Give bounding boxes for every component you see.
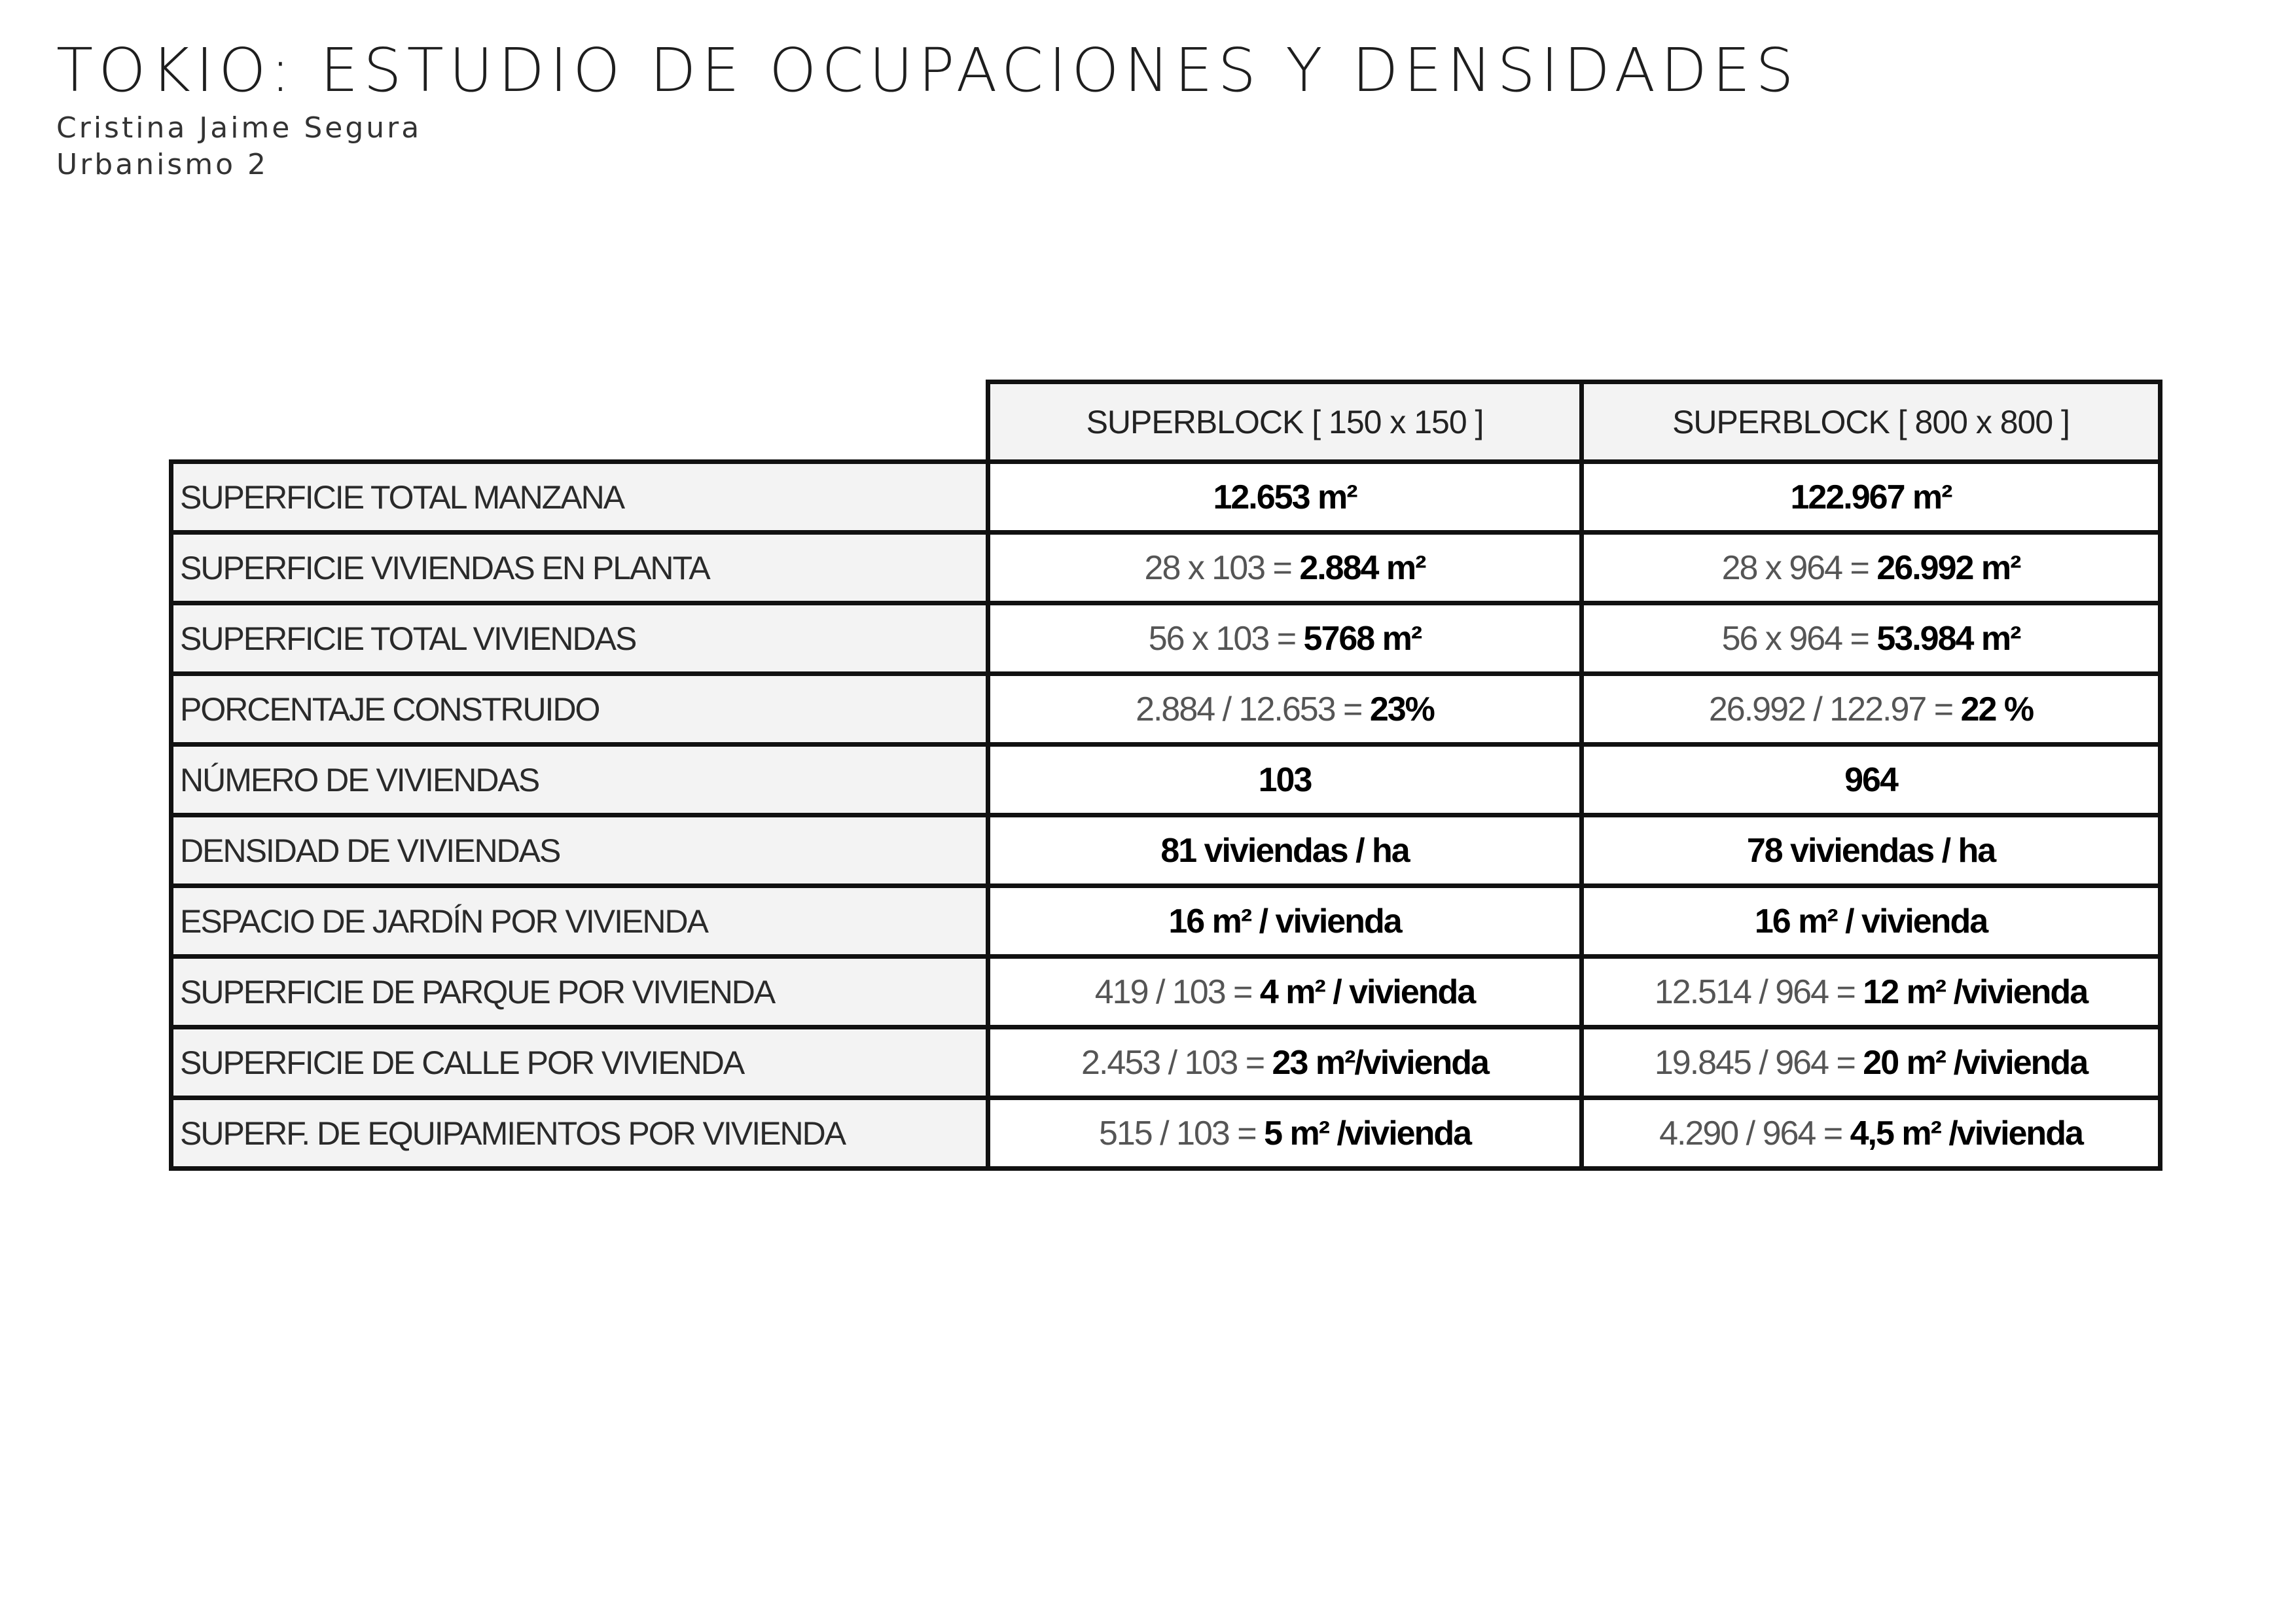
table-row <box>171 815 2161 886</box>
column-header-superblock-150: SUPERBLOCK [ 150 x 150 ] <box>988 382 1582 462</box>
result-value: 5 m² /vivienda <box>1264 1114 1471 1152</box>
result-value: 4 m² / vivienda <box>1259 972 1475 1011</box>
calculation-text: 12.514 / 964 = <box>1654 972 1863 1011</box>
table-row <box>171 533 2161 603</box>
page-title: TOKIO: ESTUDIO DE OCUPACIONES Y DENSIDADES <box>56 35 1799 105</box>
table-corner-cell <box>171 382 988 462</box>
document-header <box>56 31 1799 183</box>
value-cell-superblock-150 <box>988 745 1582 815</box>
result-value: 2.884 m² <box>1299 548 1426 587</box>
result-value: 81 viviendas / ha <box>1160 831 1409 870</box>
value-cell-superblock-150 <box>988 815 1582 886</box>
table-row <box>171 674 2161 745</box>
value-cell-superblock-150 <box>988 462 1582 533</box>
result-value: 23 m²/vivienda <box>1272 1043 1488 1082</box>
calculation-text: 56 x 964 = <box>1721 619 1877 658</box>
result-value: 16 m² / vivienda <box>1168 902 1401 940</box>
calculation-text: 515 / 103 = <box>1098 1114 1265 1152</box>
value-cell-superblock-150 <box>988 533 1582 603</box>
result-value: 53.984 m² <box>1876 619 2020 658</box>
density-comparison-table <box>169 380 2162 1171</box>
result-value: 12.653 m² <box>1213 478 1357 516</box>
result-value: 16 m² / vivienda <box>1754 902 1988 940</box>
value-cell-superblock-800 <box>1582 1027 2161 1098</box>
result-value: 964 <box>1844 760 1897 799</box>
value-cell-superblock-800 <box>1582 603 2161 674</box>
value-cell-superblock-800 <box>1582 745 2161 815</box>
author-name: Cristina Jaime Segura <box>56 111 422 145</box>
table-row <box>171 603 2161 674</box>
result-value: 4,5 m² /vivienda <box>1850 1114 2083 1152</box>
calculation-text: 56 x 103 = <box>1148 619 1304 658</box>
table-row <box>171 957 2161 1027</box>
value-cell-superblock-800 <box>1582 815 2161 886</box>
result-value: 5768 m² <box>1303 619 1422 658</box>
course-name: Urbanismo 2 <box>56 148 268 181</box>
table-row <box>171 745 2161 815</box>
result-value: 103 <box>1258 760 1312 799</box>
value-cell-superblock-150 <box>988 1027 1582 1098</box>
value-cell-superblock-150 <box>988 957 1582 1027</box>
value-cell-superblock-800 <box>1582 886 2161 957</box>
value-cell-superblock-800 <box>1582 1098 2161 1169</box>
table-header-row <box>171 382 2161 462</box>
row-label: SUPERFICIE TOTAL MANZANA <box>171 462 988 533</box>
result-value: 78 viviendas / ha <box>1746 831 1996 870</box>
calculation-text: 2.884 / 12.653 = <box>1136 690 1370 728</box>
result-value: 12 m² /vivienda <box>1863 972 2088 1011</box>
calculation-text: 28 x 103 = <box>1144 548 1300 587</box>
value-cell-superblock-150 <box>988 886 1582 957</box>
result-value: 22 % <box>1960 690 2034 728</box>
row-label: DENSIDAD DE VIVIENDAS <box>171 815 988 886</box>
calculation-text: 4.290 / 964 = <box>1659 1114 1850 1152</box>
row-label: SUPERFICIE VIVIENDAS EN PLANTA <box>171 533 988 603</box>
table-row <box>171 886 2161 957</box>
calculation-text: 28 x 964 = <box>1721 548 1877 587</box>
row-label: SUPERFICIE TOTAL VIVIENDAS <box>171 603 988 674</box>
column-header-superblock-800: SUPERBLOCK [ 800 x 800 ] <box>1582 382 2161 462</box>
value-cell-superblock-800 <box>1582 957 2161 1027</box>
table-row <box>171 1098 2161 1169</box>
result-value: 23% <box>1369 690 1434 728</box>
value-cell-superblock-800 <box>1582 462 2161 533</box>
row-label: PORCENTAJE CONSTRUIDO <box>171 674 988 745</box>
value-cell-superblock-150 <box>988 674 1582 745</box>
value-cell-superblock-800 <box>1582 533 2161 603</box>
row-label: NÚMERO DE VIVIENDAS <box>171 745 988 815</box>
row-label: SUPERFICIE DE PARQUE POR VIVIENDA <box>171 957 988 1027</box>
value-cell-superblock-150 <box>988 603 1582 674</box>
result-value: 26.992 m² <box>1876 548 2020 587</box>
value-cell-superblock-800 <box>1582 674 2161 745</box>
row-label: SUPERF. DE EQUIPAMIENTOS POR VIVIENDA <box>171 1098 988 1169</box>
row-label: ESPACIO DE JARDÍN POR VIVIENDA <box>171 886 988 957</box>
calculation-text: 2.453 / 103 = <box>1081 1043 1272 1082</box>
calculation-text: 19.845 / 964 = <box>1654 1043 1863 1082</box>
row-label: SUPERFICIE DE CALLE POR VIVIENDA <box>171 1027 988 1098</box>
result-value: 20 m² /vivienda <box>1863 1043 2088 1082</box>
calculation-text: 26.992 / 122.97 = <box>1708 690 1961 728</box>
table-row <box>171 462 2161 533</box>
calculation-text: 419 / 103 = <box>1094 972 1260 1011</box>
result-value: 122.967 m² <box>1790 478 1952 516</box>
value-cell-superblock-150 <box>988 1098 1582 1169</box>
table-row <box>171 1027 2161 1098</box>
